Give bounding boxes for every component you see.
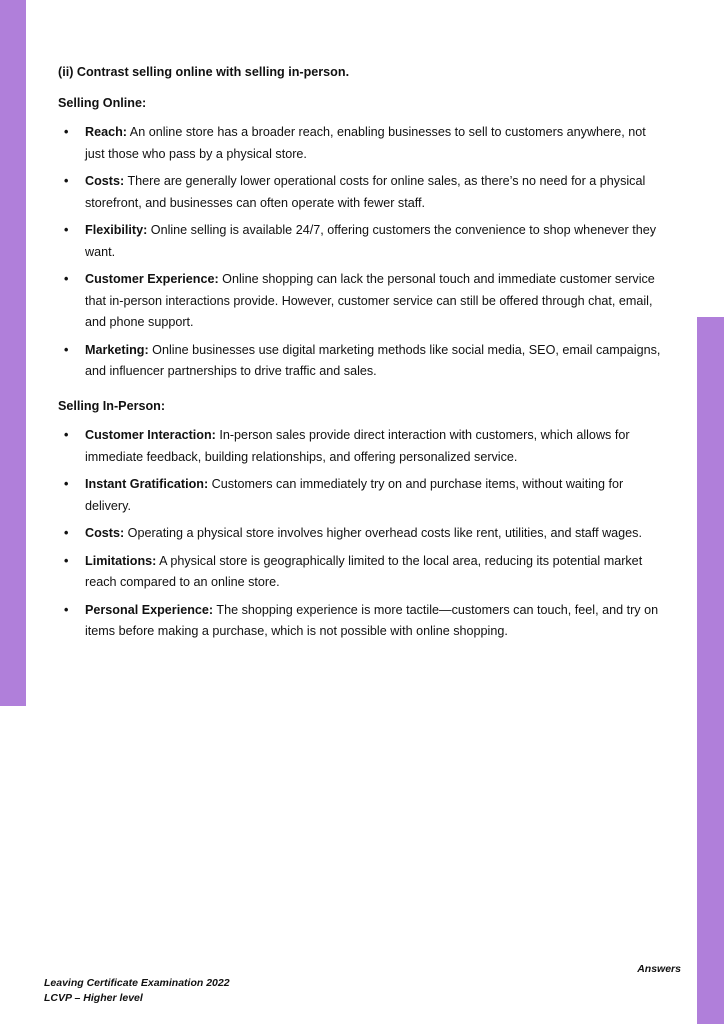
list-item <box>58 340 668 383</box>
item-term: Flexibility: <box>85 223 148 237</box>
bullet-icon: • <box>64 272 69 286</box>
list-item <box>58 171 668 214</box>
item-text: Online shopping can lack the personal touch and immediate customer service that in-person interactions provide. However, customer service can still be offered through chat, email, and phone support. <box>85 272 655 329</box>
right-accent-bar <box>697 317 724 1024</box>
list-item <box>58 523 668 545</box>
footer-exam-title: Leaving Certificate Examination 2022 <box>44 977 230 989</box>
bullet-icon: • <box>64 602 69 617</box>
item-term: Reach: <box>85 125 127 139</box>
list-item <box>58 600 668 643</box>
item-term: Customer Experience: <box>85 272 219 286</box>
footer-section-label: Answers <box>637 963 681 975</box>
list-item <box>58 474 668 517</box>
left-accent-bar <box>0 0 26 706</box>
item-text: A physical store is geographically limited to the local area, reducing its potential market reach compared to an online store. <box>85 553 643 589</box>
item-text: There are generally lower operational costs for online sales, as there’s no need for a physical storefront, and businesses can often operate with fewer staff. <box>85 174 646 210</box>
list-item <box>58 220 668 263</box>
list-item <box>58 425 668 468</box>
item-text: Online businesses use digital marketing methods like social media, SEO, email campaigns, and influencer partnerships to drive traffic and sales. <box>85 342 661 378</box>
selling-online-list <box>58 122 668 383</box>
item-term: Costs: <box>85 526 125 540</box>
item-term: Marketing: <box>85 342 149 357</box>
item-text: An online store has a broader reach, enabling businesses to sell to customers anywhere, not just those who pass by a physical store. <box>85 125 646 161</box>
footer-exam-info <box>44 976 230 1005</box>
item-term: Personal Experience: <box>85 602 214 617</box>
item-term: Instant Gratification: <box>85 477 209 491</box>
list-item <box>58 269 668 334</box>
selling-in-person-heading: Selling In-Person: <box>58 398 166 413</box>
item-term: Customer Interaction: <box>85 428 216 442</box>
item-text: The shopping experience is more tactile—customers can touch, feel, and try on items before making a purchase, which is not possible with online shopping. <box>85 602 659 638</box>
bullet-icon: • <box>64 125 69 139</box>
item-text: Operating a physical store involves higher overhead costs like rent, utilities, and staff wages. <box>124 526 642 540</box>
item-text: Online selling is available 24/7, offering customers the convenience to shop whenever they want. <box>85 223 656 259</box>
bullet-icon: • <box>64 223 69 237</box>
item-text: Customers can immediately try on and purchase items, without waiting for delivery. <box>85 477 624 513</box>
bullet-icon: • <box>64 174 69 188</box>
item-text: In-person sales provide direct interaction with customers, which allows for immediate feedback, building relationships, and offering personalized service. <box>85 428 630 464</box>
footer-exam-level: LCVP – Higher level <box>44 991 143 1004</box>
list-item <box>58 551 668 594</box>
bullet-icon: • <box>64 477 69 491</box>
selling-in-person-list <box>58 425 668 643</box>
bullet-icon: • <box>64 526 69 540</box>
bullet-icon: • <box>64 342 69 357</box>
bullet-icon: • <box>64 428 69 442</box>
item-term: Limitations: <box>85 553 157 568</box>
selling-online-heading: Selling Online: <box>58 95 147 110</box>
list-item <box>58 122 668 165</box>
bullet-icon: • <box>64 553 69 568</box>
item-term: Costs: <box>85 174 125 188</box>
question-heading: (ii) Contrast selling online with selling in-person. <box>58 65 350 79</box>
answer-content <box>58 62 668 649</box>
